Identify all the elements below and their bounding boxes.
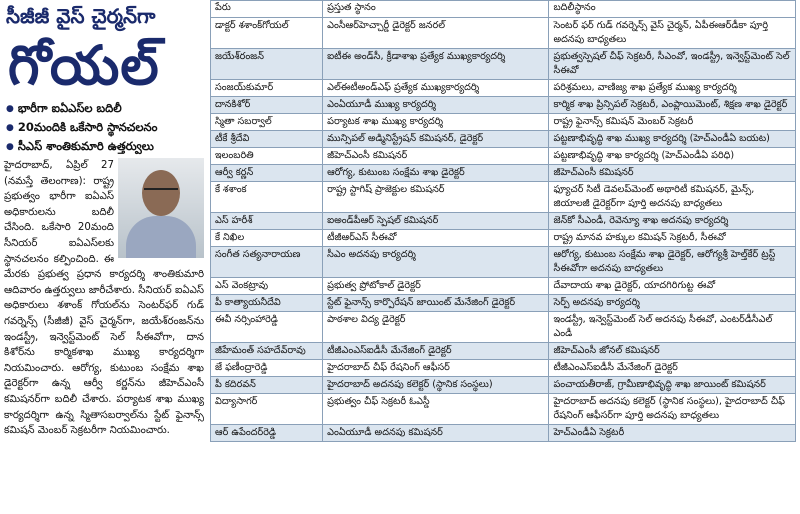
cell-name: పీ కదిరవన్ — [211, 377, 323, 394]
cell-current-post: టీజీఎంఎస్‌ఐడీసీ మేనేజింగ్ డైరెక్టర్ — [323, 343, 549, 360]
cell-new-post: జీహెచ్‌ఎంసీ కమిషనర్ — [549, 165, 796, 182]
cell-name: ఇలంబరితి — [211, 148, 323, 165]
article-headline: గోయల్ — [8, 33, 160, 97]
article-body — [4, 158, 204, 439]
cell-new-post: పట్టణాభివృద్ధి శాఖ కార్యదర్శి (హెచ్‌ఎండీఏ పరిధి) — [549, 148, 796, 165]
table-row — [211, 425, 796, 442]
table-row — [211, 230, 796, 247]
cell-new-post: జెన్‌కో సీఎండీ, రెవెన్యూ శాఖ అదనపు కార్యదర్శి — [549, 213, 796, 230]
cell-name: ఎస్ వెంకట్రావు — [211, 278, 323, 295]
cell-current-post: మున్సిపల్ అడ్మినిస్ట్రేషన్ కమిషనర్, డైరెక్టర్ — [323, 131, 549, 148]
cell-current-post: ఎల్ఈటీఅండ్‌ఎఫ్ ప్రత్యేక ముఖ్యకార్యదర్శి — [323, 80, 549, 97]
cell-new-post: ప్రభుత్వస్పెషల్ చీఫ్ సెక్రటరీ, సీఎంవో, ఇండస్ట్రీ, ఇన్వెస్ట్‌మెంట్ సెల్ సీఈవో — [549, 49, 796, 80]
official-photo — [118, 158, 204, 258]
cell-new-post: సెర్ప్ అదనపు కార్యదర్శి — [549, 295, 796, 312]
cell-name: దానకిశోర్ — [211, 97, 323, 114]
cell-new-post: ఇండస్ట్రీ, ఇన్వెస్ట్‌మెంట్ సెల్ అదనపు సీఈవో, ఎంటర్‌డీసీఎల్ ఎండీ — [549, 312, 796, 343]
cell-current-post: రాష్ట్ర స్టాగిష్ ప్రాజెక్టుల కమిషనర్ — [323, 182, 549, 213]
table-row — [211, 394, 796, 425]
table-row — [211, 213, 796, 230]
cell-current-post: టీజీఆర్‌ఎస్ సీఈవో — [323, 230, 549, 247]
header-new-post: బదిలీస్థానం — [549, 1, 796, 18]
header-current-post: ప్రస్తుత స్థానం — [323, 1, 549, 18]
table-row — [211, 360, 796, 377]
cell-name: కే శశాంక — [211, 182, 323, 213]
cell-new-post: హైదరాబాద్ అదనపు కలెక్టర్ (స్థానిక సంస్థలు), హైదరాబాద్ చీఫ్ రేషనింగ్ ఆఫీసర్‌గా పూర్తి అదనపు బాధ్యతలు — [549, 394, 796, 425]
cell-current-post: జీహెచ్‌ఎంసీ కమిషనర్ — [323, 148, 549, 165]
cell-new-post: రాష్ట్ర ఫైనాన్స్ కమిషన్ మెంబర్ సెక్రటరీ — [549, 114, 796, 131]
highlight-item: ● 20మందికి ఒకేసారి స్థానచలనం — [6, 120, 205, 137]
transfer-table — [210, 0, 796, 442]
cell-current-post: ఐఅండ్‌పీఆర్ స్పెషల్ కమిషనర్ — [323, 213, 549, 230]
table-row — [211, 131, 796, 148]
cell-current-post: ఆరోగ్య, కుటుంబ సంక్షేమ శాఖ డైరెక్టర్ — [323, 165, 549, 182]
cell-name: టీకే శ్రీదేవి — [211, 131, 323, 148]
cell-current-post: ప్రభుత్వం చీఫ్ సెక్రటరీ ఓఎస్డీ — [323, 394, 549, 425]
cell-current-post: ఐటీఈ అండ్‌సీ, క్రీడాశాఖ ప్రత్యేక ముఖ్యకార్యదర్శి — [323, 49, 549, 80]
cell-current-post: ఎంసీఆర్‌హెచ్చార్డీ డైరెక్టర్ జనరల్ — [323, 18, 549, 49]
cell-name: విద్యాసాగర్ — [211, 394, 323, 425]
cell-name: సంజయ్‌కుమార్ — [211, 80, 323, 97]
table-row — [211, 247, 796, 278]
article-kicker: సీజీజీ వైస్ చైర్మన్‌గా — [6, 4, 156, 28]
cell-new-post: ఆరోగ్య, కుటుంబ సంక్షేమ శాఖ డైరెక్టర్, ఆరోగ్యశ్రీ హెల్త్‌కేర్ ట్రస్ట్ సీఈవోగా అదనపు బాధ్యతలు — [549, 247, 796, 278]
table-row — [211, 343, 796, 360]
cell-current-post: హైదరాబాద్ చీఫ్ రేషనింగ్ ఆఫీసర్ — [323, 360, 549, 377]
table-row — [211, 295, 796, 312]
cell-name: కే నిఖిల — [211, 230, 323, 247]
table-row — [211, 278, 796, 295]
cell-current-post: ప్రభుత్వ ప్రోటోకాల్ డైరెక్టర్ — [323, 278, 549, 295]
cell-current-post: పర్యాటక శాఖ ముఖ్య కార్యదర్శి — [323, 114, 549, 131]
cell-name: డాక్టర్ శశాంక్‌గోయల్ — [211, 18, 323, 49]
header-name: పేరు — [211, 1, 323, 18]
cell-current-post: స్టేట్ ఫైనాన్స్ కార్పొరేషన్ జాయింట్ మేనేజింగ్ డైరెక్టర్ — [323, 295, 549, 312]
cell-current-post: సీఎం అదనపు కార్యదర్శి — [323, 247, 549, 278]
cell-name: సంగీత సత్యనారాయణ — [211, 247, 323, 278]
cell-current-post: ఎంఏయూడీ ముఖ్య కార్యదర్శి — [323, 97, 549, 114]
cell-name: ఆర్ ఉపేందర్‌రెడ్డి — [211, 425, 323, 442]
cell-current-post: పాఠశాల విద్య డైరెక్టర్ — [323, 312, 549, 343]
cell-name: ఎస్ హరీశ్ — [211, 213, 323, 230]
table-row — [211, 165, 796, 182]
table-row — [211, 148, 796, 165]
table-row — [211, 97, 796, 114]
cell-new-post: హెచ్‌ఎండీఏ సెక్రటరీ — [549, 425, 796, 442]
cell-name: ఈవీ నర్సింహారెడ్డి — [211, 312, 323, 343]
transfer-table-panel — [210, 0, 800, 514]
cell-new-post: ఫ్యూచర్ సిటీ డెవలప్‌మెంట్ అథారిటీ కమిషనర్, మైన్స్, జియాలజీ డైరెక్టర్‌గా పూర్తి అదనపు బాధ్యతలు — [549, 182, 796, 213]
table-row — [211, 312, 796, 343]
cell-name: ఆర్వీ కర్ణన్ — [211, 165, 323, 182]
cell-new-post: కార్మిక శాఖ ప్రిన్సిపల్ సెక్రటరీ, ఎంప్లాయిమెంట్, శిక్షణ శాఖ డైరెక్టర్ — [549, 97, 796, 114]
cell-current-post: హైదరాబాద్ అదనపు కలెక్టర్ (స్థానిక సంస్థలు) — [323, 377, 549, 394]
cell-name: జే ఫణీంద్రారెడ్డి — [211, 360, 323, 377]
highlight-item: ● సీఎస్ శాంతికుమారి ఉత్తర్వులు — [6, 139, 205, 156]
cell-name: జయేశ్‌రంజన్ — [211, 49, 323, 80]
table-row — [211, 18, 796, 49]
cell-new-post: సెంటర్ ఫర్ గుడ్ గవర్నెన్స్ వైస్ చైర్మన్, ఏపీఈఆర్‌డీకా పూర్తి అదనపు బాధ్యతలు — [549, 18, 796, 49]
table-row — [211, 377, 796, 394]
cell-new-post: రాష్ట్ర మానవ హక్కుల కమిషన్ సెక్రటరీ, సీఈవో — [549, 230, 796, 247]
table-row — [211, 49, 796, 80]
cell-new-post: జీహెచ్‌ఎంసీ జోనల్ కమిషనర్ — [549, 343, 796, 360]
cell-name: పీ కాత్యాయనీదేవి — [211, 295, 323, 312]
article-column — [0, 0, 205, 514]
cell-new-post: పంచాయతీరాజ్, గ్రామీణాభివృద్ధి శాఖ జాయింట్ కమిషనర్ — [549, 377, 796, 394]
cell-new-post: టీజీఎంఎస్‌ఐడీసీ మేనేజింగ్ డైరెక్టర్ — [549, 360, 796, 377]
article-body-text: హైదరాబాద్, ఏప్రిల్ 27 (నమస్తే తెలంగాణ): రాష్ట్ర ప్రభుత్వం భారీగా ఐఏఎస్ అధికారులను బదిలీ చేసింది. ఒకేసారి 20మంది సీనియర్ ఐఏఎస్‌లకు స్థానచలనం కల్పించింది. ఈ మేరకు ప్రభుత్వ ప్రధాన కార్యదర్శి శాంతికుమారి ఆదివారం ఉత్తర్వులు జారీచేశారు. సీనియర్ ఐఏఎస్ అధికారులు శశాంక్ గోయల్‌ను సెంటర్‌ఫర్ గుడ్ గవర్నెన్స్ (సీజీజీ) వైస్ చైర్మన్‌గా, జయేశ్‌రంజన్‌ను ఇండస్ట్రీ, ఇన్వెస్ట్‌మెంట్ సెల్ సీఈవోగా, దాన కిశోర్‌ను కార్మికశాఖ ముఖ్య కార్యదర్శిగా నియమించారు. ఆరోగ్య, కుటుంబ సంక్షేమ శాఖ డైరెక్టర్‌గా ఉన్న ఆర్వీ కర్ణన్‌ను జీహెచ్‌ఎంసీ కమిషనర్‌గా బదిలీ చేశారు. పర్యాటక శాఖ ముఖ్య కార్యదర్శిగా ఉన్న స్మితాసబర్వాల్‌ను స్టేట్ ఫైనాన్స్ కమిషన్ మెంబర్ సెక్రటరీగా నియమించారు. — [4, 160, 204, 437]
table-row — [211, 182, 796, 213]
highlight-list — [6, 101, 205, 156]
cell-name: స్మితా సబర్వాల్ — [211, 114, 323, 131]
table-row — [211, 80, 796, 97]
table-header-row — [211, 1, 796, 18]
table-row — [211, 114, 796, 131]
cell-new-post: పరిశ్రమలు, వాణిజ్య శాఖ ప్రత్యేక ముఖ్య కార్యదర్శి — [549, 80, 796, 97]
cell-new-post: దేవాదాయ శాఖ డైరెక్టర్, యాదగిరిగుట్ట ఈవో — [549, 278, 796, 295]
cell-new-post: పట్టణాభివృద్ధి శాఖ ముఖ్య కార్యదర్శి (హెచ్‌ఎండీఏ బయట) — [549, 131, 796, 148]
highlight-item: ● భారీగా ఐఏఎస్‌ల బదిలీ — [6, 101, 205, 118]
cell-name: జీహేమంత్ సహదేవ్‌రావు — [211, 343, 323, 360]
cell-current-post: ఎంఏయూడీ అదనపు కమిషనర్ — [323, 425, 549, 442]
